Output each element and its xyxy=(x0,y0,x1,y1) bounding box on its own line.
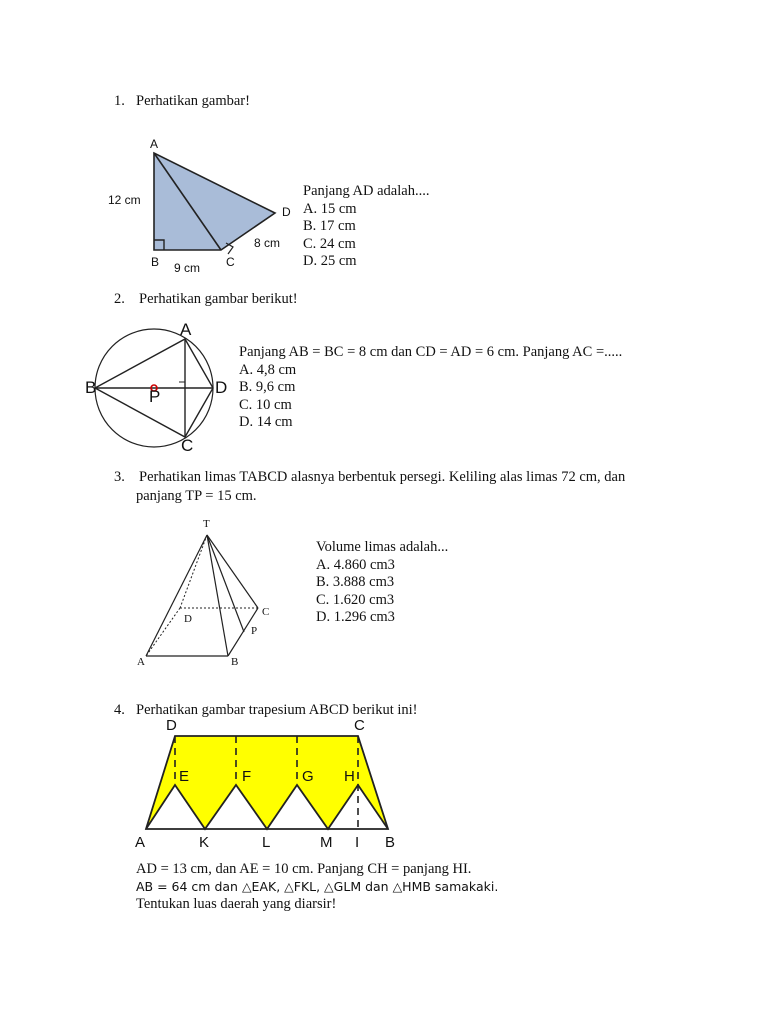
q3-label-t: T xyxy=(203,518,210,530)
q3-label-a: A xyxy=(137,656,145,668)
q1-label-bc: 9 cm xyxy=(174,261,201,275)
q1-label-cd: 8 cm xyxy=(254,236,281,250)
q2-number: 2. xyxy=(114,291,125,307)
q1-label-ab: 12 cm xyxy=(108,193,141,207)
q3-prompt-line1: Perhatikan limas TABCD alasnya berbentuk persegi. Keliling alas limas 72 cm, dan xyxy=(139,469,626,485)
q4-label-b: B xyxy=(385,834,396,851)
q1-question: Panjang AD adalah.... xyxy=(303,183,430,199)
q1-option-a[interactable]: A. 15 cm xyxy=(303,200,357,217)
q1-label-b: B xyxy=(151,255,160,269)
q1-option-d[interactable]: D. 25 cm xyxy=(303,253,357,269)
q4-task: Tentukan luas daerah yang diarsir! xyxy=(136,896,337,912)
q1-number: 1. xyxy=(114,93,125,109)
q3-option-d[interactable]: D. 1.296 cm3 xyxy=(316,609,395,625)
q2-label-b: B xyxy=(85,378,97,397)
q2-option-c[interactable]: C. 10 cm xyxy=(239,396,292,413)
q1-option-c[interactable]: C. 24 cm xyxy=(303,235,356,252)
q4-label-l: L xyxy=(262,834,271,851)
q3-label-d: D xyxy=(184,613,192,625)
q3-number: 3. xyxy=(114,469,125,485)
q3-question: Volume limas adalah... xyxy=(316,539,449,555)
q4-label-c: C xyxy=(354,717,365,734)
q2-label-d: D xyxy=(215,378,228,397)
q4-label-m: M xyxy=(320,834,333,851)
q4-label-k: K xyxy=(199,834,210,851)
q3-option-c[interactable]: C. 1.620 cm3 xyxy=(316,591,395,608)
q2-option-a[interactable]: A. 4,8 cm xyxy=(239,361,297,378)
q3-label-c: C xyxy=(262,606,270,618)
q1-label-c: C xyxy=(226,255,235,269)
q3-prompt-line2: panjang TP = 15 cm. xyxy=(136,488,257,504)
q1-label-d: D xyxy=(282,205,291,219)
q4-prompt: Perhatikan gambar trapesium ABCD berikut ini! xyxy=(136,702,418,718)
q4-given-line2: AB = 64 cm dan △EAK, △FKL, △GLM dan △HMB samakaki. xyxy=(136,879,499,894)
q1-label-a: A xyxy=(150,137,159,151)
q2-label-p: P xyxy=(149,387,161,406)
q4-label-f: F xyxy=(242,768,252,785)
q4-label-a: A xyxy=(135,834,146,851)
q4-given-line1: AD = 13 cm, dan AE = 10 cm. Panjang CH = panjang HI. xyxy=(136,861,472,877)
q4-label-d: D xyxy=(166,717,177,734)
q2-question: Panjang AB = BC = 8 cm dan CD = AD = 6 cm. Panjang AC =..... xyxy=(239,344,623,360)
q2-option-b[interactable]: B. 9,6 cm xyxy=(239,379,296,395)
q2-label-c: C xyxy=(181,436,194,455)
q2-option-d[interactable]: D. 14 cm xyxy=(239,414,293,430)
q4-number: 4. xyxy=(114,702,125,718)
q1-prompt: Perhatikan gambar! xyxy=(136,93,250,109)
q3-label-b: B xyxy=(231,656,239,668)
q3-label-p: P xyxy=(251,625,258,637)
q3-option-b[interactable]: B. 3.888 cm3 xyxy=(316,574,395,590)
q1-option-b[interactable]: B. 17 cm xyxy=(303,218,356,234)
q4-label-e: E xyxy=(179,768,190,785)
q4-label-i: I xyxy=(355,834,360,851)
q2-label-a: A xyxy=(180,320,192,339)
q3-option-a[interactable]: A. 4.860 cm3 xyxy=(316,556,395,573)
q4-label-g: G xyxy=(302,768,314,785)
q2-prompt: Perhatikan gambar berikut! xyxy=(139,291,298,307)
q4-label-h: H xyxy=(344,768,355,785)
